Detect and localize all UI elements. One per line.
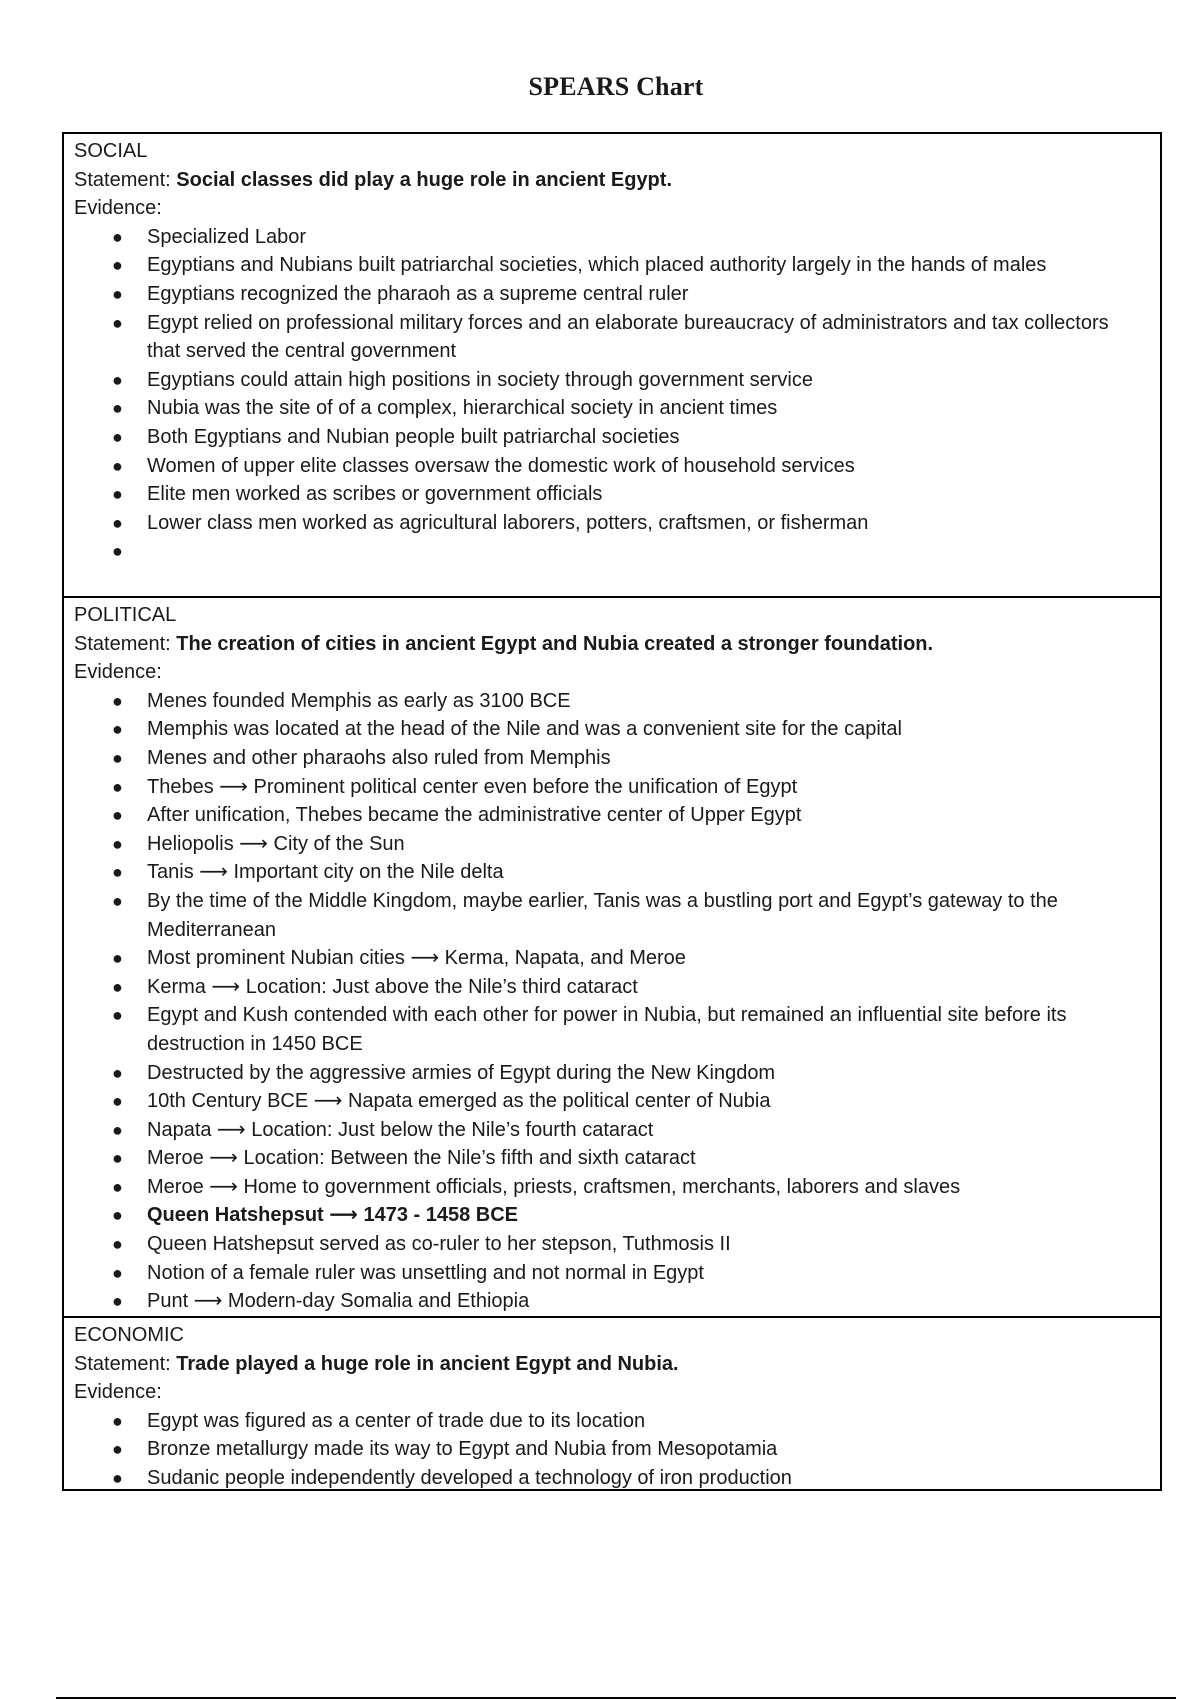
bullet-icon: ● [112,1410,123,1431]
bullet-icon: ● [112,776,123,797]
list-item-text: Menes and other pharaohs also ruled from Memphis [147,746,611,769]
list-item [74,1287,1150,1316]
political-statement [74,630,1150,659]
statement-prefix: Statement: [74,1352,177,1375]
section-heading-economic: ECONOMIC [74,1324,184,1346]
list-item [74,452,1150,481]
political-section [64,596,1160,1316]
list-item [74,1059,1150,1088]
bullet-icon: ● [112,805,123,826]
list-item [74,509,1150,538]
list-item [74,1435,1150,1464]
list-item [74,973,1150,1002]
bullet-icon: ● [112,1439,123,1460]
list-item-text: Egypt relied on professional military forces and an elaborate bureaucracy of administrators and tax collectors that served the central government [147,311,1109,363]
social-section [64,134,1160,596]
bullet-icon: ● [112,369,123,390]
list-item-text: By the time of the Middle Kingdom, maybe earlier, Tanis was a bustling port and Egypt’s gateway to the Mediterranean [147,889,1058,941]
bullet-icon: ● [112,1148,123,1169]
bullet-icon: ● [112,1176,123,1197]
bullet-icon: ● [112,1062,123,1083]
evidence-label: Evidence: [74,1381,162,1404]
bullet-icon: ● [112,1467,123,1488]
list-item-text: Egyptians could attain high positions in society through government service [147,368,813,391]
bullet-icon: ● [112,226,123,247]
bullet-icon: ● [112,484,123,505]
list-item-text: Kerma ⟶ Location: Just above the Nile’s third cataract [147,975,638,998]
bullet-icon: ● [112,948,123,969]
economic-section [64,1316,1160,1489]
list-item-text: Bronze metallurgy made its way to Egypt and Nubia from Mesopotamia [147,1438,778,1461]
list-item-text: Meroe ⟶ Home to government officials, priests, craftsmen, merchants, laborers and slaves [147,1175,961,1198]
list-item [74,773,1150,802]
bullet-icon: ● [112,1262,123,1283]
list-item-text: Tanis ⟶ Important city on the Nile delta [147,861,504,884]
social-statement [74,166,1150,195]
list-item-text: Most prominent Nubian cities ⟶ Kerma, Napata, and Meroe [147,947,686,970]
bullet-icon: ● [112,1291,123,1312]
list-item [74,537,1150,566]
list-item [74,1173,1150,1202]
bullet-icon: ● [112,283,123,304]
list-item-text: Queen Hatshepsut served as co-ruler to her stepson, Tuthmosis II [147,1233,731,1256]
list-item-text: Meroe ⟶ Location: Between the Nile’s fifth and sixth cataract [147,1147,696,1170]
list-item [74,1144,1150,1173]
section-heading-social: SOCIAL [74,140,148,162]
bullet-icon: ● [112,1205,123,1226]
list-item-text: Elite men worked as scribes or government officials [147,483,603,506]
list-item-text: Destructed by the aggressive armies of Egypt during the New Kingdom [147,1061,776,1084]
list-item-text: Heliopolis ⟶ City of the Sun [147,832,405,855]
list-item [74,887,1150,944]
list-item [74,1407,1150,1436]
page-title: SPEARS Chart [528,72,704,101]
list-item [74,715,1150,744]
list-item-text: Sudanic people independently developed a technology of iron production [147,1466,792,1489]
list-item [74,801,1150,830]
statement-prefix: Statement: [74,168,177,191]
list-item [74,858,1150,887]
evidence-label: Evidence: [74,197,162,220]
list-item-text: Women of upper elite classes oversaw the domestic work of household services [147,454,855,477]
evidence-label: Evidence: [74,661,162,684]
bullet-icon: ● [112,1005,123,1026]
section-heading-political: POLITICAL [74,604,177,626]
list-item-text: Queen Hatshepsut ⟶ 1473 - 1458 BCE [147,1204,519,1227]
list-item-text: Menes founded Memphis as early as 3100 BCE [147,689,571,712]
list-item-text: Punt ⟶ Modern-day Somalia and Ethiopia [147,1290,530,1313]
list-item [74,1201,1150,1230]
list-item [74,1230,1150,1259]
spears-table [62,132,1162,1491]
statement-text: Social classes did play a huge role in ancient Egypt. [176,168,672,191]
list-item-text: Nubia was the site of of a complex, hierarchical society in ancient times [147,397,778,420]
bullet-icon: ● [112,1234,123,1255]
list-item [74,830,1150,859]
list-item-text: Thebes ⟶ Prominent political center even before the unification of Egypt [147,775,798,798]
bullet-icon: ● [112,541,123,562]
list-item [74,744,1150,773]
statement-text: Trade played a huge role in ancient Egypt and Nubia. [176,1352,679,1375]
bullet-icon: ● [112,426,123,447]
bullet-icon: ● [112,690,123,711]
list-item [74,1001,1150,1058]
list-item-text: Egypt was figured as a center of trade due to its location [147,1409,646,1432]
list-item [74,1464,1150,1493]
bullet-icon: ● [112,890,123,911]
list-item-text: Memphis was located at the head of the Nile and was a convenient site for the capital [147,718,902,741]
economic-statement [74,1350,1150,1379]
list-item [74,394,1150,423]
bullet-icon: ● [112,747,123,768]
list-item [74,309,1150,366]
list-item-text: 10th Century BCE ⟶ Napata emerged as the political center of Nubia [147,1090,771,1113]
statement-prefix: Statement: [74,632,177,655]
bullet-icon: ● [112,976,123,997]
list-item-text: Lower class men worked as agricultural laborers, potters, craftsmen, or fisherman [147,511,869,534]
bullet-icon: ● [112,862,123,883]
political-evidence-list [74,687,1150,1316]
bullet-icon: ● [112,833,123,854]
list-item [74,1259,1150,1288]
bullet-icon: ● [112,398,123,419]
list-item-text: Specialized Labor [147,225,306,248]
list-item-text: Egyptians recognized the pharaoh as a supreme central ruler [147,282,689,305]
list-item [74,366,1150,395]
bullet-icon: ● [112,455,123,476]
list-item-text: After unification, Thebes became the administrative center of Upper Egypt [147,804,802,827]
list-item [74,944,1150,973]
list-item [74,480,1150,509]
bullet-icon: ● [112,255,123,276]
social-evidence-list [74,223,1150,566]
bullet-icon: ● [112,1119,123,1140]
list-item [74,687,1150,716]
list-item-text: Egyptians and Nubians built patriarchal societies, which placed authority largely in the hands of males [147,254,1047,277]
list-item [74,423,1150,452]
list-item [74,251,1150,280]
bullet-icon: ● [112,312,123,333]
footer-divider [56,1697,1176,1699]
list-item [74,1116,1150,1145]
list-item-text: Egypt and Kush contended with each other for power in Nubia, but remained an influential site before its destruction in 1450 BCE [147,1004,1067,1055]
statement-text: The creation of cities in ancient Egypt and Nubia created a stronger foundation. [176,632,934,655]
list-item [74,223,1150,252]
bullet-icon: ● [112,719,123,740]
economic-evidence-list [74,1407,1150,1493]
bullet-icon: ● [112,512,123,533]
list-item-text: Both Egyptians and Nubian people built patriarchal societies [147,425,680,448]
bullet-icon: ● [112,1091,123,1112]
list-item [74,280,1150,309]
list-item-text: Notion of a female ruler was unsettling and not normal in Egypt [147,1261,704,1284]
list-item [74,1087,1150,1116]
list-item-text: Napata ⟶ Location: Just below the Nile’s fourth cataract [147,1118,654,1141]
